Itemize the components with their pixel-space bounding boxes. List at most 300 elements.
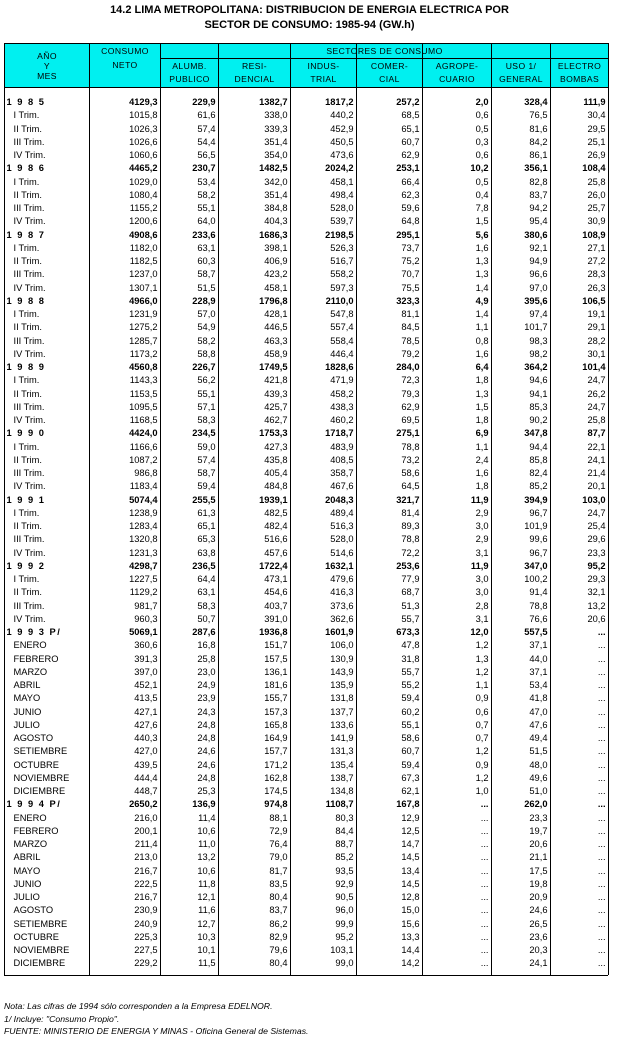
year-row [5, 560, 609, 573]
cell-comercial: 295,1 [396, 229, 420, 240]
row-label: I Trim. [13, 309, 40, 319]
row-spacer [5, 88, 609, 97]
cell-alumb-publico: 25,8 [197, 653, 216, 664]
cell-alumb-publico: 24,8 [197, 733, 216, 743]
cell-industrial: 130,9 [330, 653, 354, 664]
cell-comercial: 60,2 [401, 706, 420, 717]
cell-agropecuario: 3,1 [475, 613, 489, 624]
cell-consumo-neto: 1283,4 [129, 521, 158, 531]
cell-electrobombas: 111,9 [583, 97, 606, 107]
cell-agropecuario: 1,1 [475, 680, 489, 690]
cell-consumo-neto: 1129,2 [129, 587, 158, 598]
cell-comercial: 284,0 [396, 362, 420, 372]
cell-electrobombas: 20,6 [587, 613, 606, 624]
spacer-cell [5, 88, 609, 97]
month-row [5, 745, 609, 758]
cell-residencial: 86,2 [269, 918, 288, 929]
cell-consumo-neto: 2650,2 [129, 799, 158, 810]
cell-industrial: 135,4 [330, 759, 354, 770]
cell-agropecuario: ... [480, 825, 489, 836]
cell-electrobombas: 28,3 [587, 269, 606, 280]
cell-industrial: 514,6 [330, 547, 354, 558]
cell-electrobombas: 29,1 [587, 322, 606, 333]
cell-comercial: 64,8 [401, 216, 420, 227]
quarter-row [5, 547, 609, 560]
cell-electrobombas: 25,4 [587, 521, 606, 531]
cell-agropecuario: ... [480, 812, 489, 823]
table-header [5, 44, 609, 88]
cell-uso-general: 76,5 [529, 110, 548, 121]
cell-consumo-neto: 427,0 [134, 746, 158, 757]
cell-comercial: 55,7 [401, 666, 420, 677]
cell-consumo-neto: 440,3 [134, 733, 158, 743]
row-label: IV Trim. [13, 282, 46, 293]
cell-consumo-neto: 360,6 [134, 640, 158, 651]
cell-alumb-publico: 12,1 [197, 892, 216, 902]
row-label: IV Trim. [13, 348, 46, 359]
cell-residencial: 1796,8 [259, 295, 288, 306]
cell-residencial: 439,3 [264, 388, 288, 399]
cell-uso-general: 19,8 [529, 878, 548, 889]
cell-electrobombas: 24,1 [587, 454, 606, 465]
column-rule [608, 43, 609, 975]
cell-residencial: 351,4 [264, 136, 288, 147]
cell-consumo-neto: 225,3 [134, 931, 158, 942]
cell-residencial: 351,4 [264, 189, 288, 200]
cell-industrial: 516,7 [330, 256, 354, 266]
cell-comercial: 14,5 [401, 852, 420, 863]
cell-uso-general: 96,6 [529, 269, 548, 280]
cell-industrial: 92,9 [335, 878, 354, 889]
header-electrobombas-line2: BOMBAS [559, 74, 600, 85]
column-rule [160, 43, 161, 975]
cell-industrial: 362,6 [330, 613, 354, 624]
cell-comercial: 70,7 [401, 269, 420, 280]
cell-electrobombas: 30,4 [587, 110, 606, 121]
cell-alumb-publico: 11,6 [198, 905, 216, 916]
cell-industrial: 99,0 [335, 958, 354, 969]
cell-agropecuario: 1,8 [475, 375, 489, 386]
column-rule [550, 43, 551, 975]
cell-alumb-publico: 65,3 [197, 534, 216, 545]
cell-alumb-publico: 59,0 [197, 441, 216, 452]
cell-electrobombas: ... [597, 693, 606, 704]
header-uso-general [492, 59, 551, 88]
cell-consumo-neto: 213,0 [134, 852, 158, 863]
cell-industrial: 539,7 [330, 216, 354, 227]
cell-residencial: 1749,5 [259, 362, 288, 372]
cell-uso-general: 347,8 [524, 428, 548, 439]
cell-residencial: 482,5 [264, 507, 288, 518]
cell-consumo-neto: 4424,0 [129, 428, 158, 439]
header-agropecuario [423, 59, 492, 88]
row-label: ABRIL [13, 852, 41, 863]
cell-comercial: 55,1 [401, 719, 420, 730]
cell-agropecuario: 0,5 [475, 176, 489, 187]
quarter-row [5, 533, 609, 546]
cell-comercial: 47,8 [401, 640, 420, 651]
cell-comercial: 673,3 [396, 627, 420, 637]
cell-comercial: 67,3 [401, 772, 420, 783]
cell-agropecuario: 0,9 [475, 693, 489, 704]
cell-electrobombas: ... [597, 733, 606, 743]
quarter-row [5, 401, 609, 414]
cell-consumo-neto: 240,9 [134, 918, 158, 929]
cell-consumo-neto: 413,5 [134, 693, 158, 704]
row-label: II Trim. [13, 587, 42, 598]
cell-agropecuario: 0,7 [475, 719, 489, 730]
cell-industrial: 489,4 [330, 507, 354, 518]
row-label: JULIO [13, 892, 40, 902]
cell-comercial: 68,7 [401, 587, 420, 598]
table-title-line1: 14.2 LIMA METROPOLITANA: DISTRIBUCION DE ENERGIA ELECTRICA POR [110, 4, 509, 16]
cell-consumo-neto: 4560,8 [129, 362, 158, 372]
quarter-row [5, 308, 609, 321]
cell-residencial: 1686,3 [259, 229, 288, 240]
row-label: I Trim. [13, 375, 40, 386]
month-row [5, 679, 609, 692]
cell-comercial: 73,2 [401, 454, 420, 465]
cell-consumo-neto: 1285,7 [129, 335, 158, 346]
header-uso-general-line2: GENERAL [499, 74, 543, 85]
month-row [5, 891, 609, 904]
cell-consumo-neto: 4908,6 [129, 229, 158, 240]
cell-consumo-neto: 444,4 [134, 772, 158, 783]
cell-consumo-neto: 1168,5 [129, 415, 158, 425]
cell-electrobombas: 30,1 [587, 348, 606, 359]
row-label: III Trim. [13, 468, 45, 478]
cell-residencial: 157,3 [264, 706, 288, 717]
cell-electrobombas: 22,1 [587, 441, 606, 452]
cell-alumb-publico: 233,6 [192, 229, 216, 240]
month-row [5, 918, 609, 931]
cell-consumo-neto: 1166,6 [129, 441, 158, 452]
row-label: 1 9 9 0 [6, 428, 46, 439]
cell-alumb-publico: 57,1 [197, 401, 216, 412]
cell-agropecuario: 3,0 [475, 521, 489, 531]
cell-residencial: 458,9 [264, 348, 288, 359]
cell-agropecuario: 1,3 [475, 653, 489, 664]
cell-agropecuario: ... [480, 878, 489, 889]
cell-comercial: 51,3 [401, 600, 420, 611]
cell-residencial: 405,4 [264, 468, 288, 478]
cell-uso-general: 262,0 [524, 799, 548, 810]
cell-industrial: 416,3 [330, 587, 354, 598]
cell-residencial: 339,3 [264, 123, 288, 134]
cell-electrobombas: 101,4 [582, 362, 606, 372]
cell-electrobombas: ... [597, 719, 606, 730]
row-label: I Trim. [13, 110, 40, 121]
cell-residencial: 427,3 [264, 441, 288, 452]
cell-consumo-neto: 1153,5 [129, 388, 158, 399]
quarter-row [5, 176, 609, 189]
cell-electrobombas: 24,7 [587, 401, 606, 412]
cell-uso-general: 356,1 [524, 163, 548, 174]
quarter-row [5, 268, 609, 281]
cell-uso-general: 96,7 [529, 507, 548, 518]
cell-uso-general: 98,3 [529, 335, 548, 346]
cell-consumo-neto: 1155,2 [129, 203, 158, 213]
cell-consumo-neto: 1231,9 [129, 309, 158, 319]
cell-electrobombas: ... [597, 706, 606, 717]
row-label: MARZO [13, 839, 48, 849]
cell-agropecuario: 0,5 [475, 123, 489, 134]
cell-industrial: 450,5 [330, 136, 354, 147]
cell-comercial: 12,9 [401, 812, 420, 823]
note-text: Nota: Las cifras de 1994 sólo corresponden a la Empresa EDELNOR. [4, 1001, 273, 1011]
cell-comercial: 65,1 [401, 123, 420, 134]
cell-alumb-publico: 136,9 [192, 799, 216, 810]
cell-agropecuario: 0,8 [475, 335, 489, 346]
cell-electrobombas: 26,0 [587, 189, 606, 200]
row-label: III Trim. [13, 401, 45, 412]
header-electrobombas-line1: ELECTRO [557, 61, 602, 72]
quarter-row [5, 600, 609, 613]
row-label: DICIEMBRE [13, 786, 66, 796]
cell-residencial: 76,4 [269, 839, 288, 849]
cell-residencial: 425,7 [264, 401, 288, 412]
cell-electrobombas: ... [597, 892, 606, 902]
row-label: III Trim. [13, 335, 45, 346]
quarter-row [5, 149, 609, 162]
cell-residencial: 157,7 [264, 746, 288, 757]
cell-alumb-publico: 59,4 [197, 481, 216, 492]
cell-residencial: 151,7 [264, 640, 288, 651]
cell-consumo-neto: 1275,2 [129, 322, 158, 333]
cell-consumo-neto: 222,5 [134, 878, 158, 889]
cell-residencial: 974,8 [264, 799, 288, 810]
cell-alumb-publico: 229,9 [192, 97, 216, 107]
cell-alumb-publico: 16,8 [197, 640, 216, 651]
cell-uso-general: 24,1 [529, 958, 548, 969]
cell-uso-general: 21,1 [529, 852, 548, 863]
cell-industrial: 526,3 [330, 242, 354, 253]
cell-residencial: 181,6 [264, 680, 288, 690]
cell-uso-general: 51,5 [529, 746, 548, 757]
cell-consumo-neto: 1200,6 [129, 216, 158, 227]
header-year-label: AÑO [37, 50, 57, 61]
cell-electrobombas: ... [597, 839, 606, 849]
cell-comercial: 55,2 [401, 680, 420, 690]
cell-comercial: 78,8 [401, 534, 420, 545]
header-comercial-line1: COMER- [370, 61, 409, 72]
cell-industrial: 473,6 [330, 150, 354, 160]
cell-alumb-publico: 51,5 [197, 282, 216, 293]
cell-electrobombas: 20,1 [587, 481, 606, 492]
cell-electrobombas: 108,9 [582, 229, 606, 240]
cell-industrial: 440,2 [330, 110, 354, 121]
cell-uso-general: 95,4 [529, 216, 548, 227]
cell-alumb-publico: 12,7 [197, 918, 216, 929]
cell-electrobombas: ... [597, 759, 606, 770]
cell-alumb-publico: 58,7 [197, 269, 216, 280]
cell-consumo-neto: 986,8 [134, 468, 158, 478]
cell-alumb-publico: 58,2 [197, 189, 216, 200]
cell-agropecuario: 1,2 [475, 640, 489, 651]
cell-comercial: 12,5 [401, 825, 420, 836]
row-label: II Trim. [13, 521, 42, 531]
cell-residencial: 162,8 [264, 772, 288, 783]
cell-electrobombas: 106,5 [582, 295, 606, 306]
cell-agropecuario: 1,6 [475, 348, 489, 359]
cell-electrobombas: ... [597, 958, 606, 969]
quarter-row [5, 215, 609, 228]
cell-industrial: 528,0 [330, 534, 354, 545]
cell-uso-general: 85,3 [529, 401, 548, 412]
month-row [5, 639, 609, 652]
header-y-label: Y [43, 60, 51, 71]
column-rule [491, 43, 492, 975]
cell-consumo-neto: 439,5 [134, 759, 158, 770]
cell-residencial: 421,8 [264, 375, 288, 386]
cell-uso-general: 20,3 [529, 945, 548, 955]
row-label: IV Trim. [13, 150, 46, 160]
cell-alumb-publico: 11,4 [198, 812, 216, 823]
quarter-row [5, 335, 609, 348]
cell-residencial: 428,1 [264, 309, 288, 319]
cell-electrobombas: 21,4 [587, 468, 606, 478]
cell-consumo-neto: 981,7 [134, 600, 158, 611]
cell-industrial: 558,4 [330, 335, 354, 346]
cell-residencial: 342,0 [264, 176, 288, 187]
cell-residencial: 164,9 [264, 733, 288, 743]
cell-uso-general: 44,0 [529, 653, 548, 664]
cell-alumb-publico: 24,8 [197, 772, 216, 783]
cell-agropecuario: 1,5 [475, 401, 489, 412]
cell-residencial: 1482,5 [259, 163, 288, 174]
cell-uso-general: 81,6 [529, 123, 548, 134]
footnote-incluye: 1/ Incluye: "Consumo Propio". [4, 1013, 120, 1024]
header-alumb-publico-line2: PUBLICO [169, 74, 210, 85]
cell-electrobombas: ... [597, 865, 606, 876]
cell-agropecuario: 3,1 [475, 547, 489, 558]
cell-alumb-publico: 61,3 [197, 507, 216, 518]
cell-electrobombas: 28,2 [587, 335, 606, 346]
header-consumo-neto [90, 44, 161, 88]
cell-consumo-neto: 1087,2 [129, 454, 158, 465]
year-row [5, 361, 609, 374]
cell-comercial: 59,4 [401, 693, 420, 704]
cell-comercial: 75,2 [401, 256, 420, 266]
cell-electrobombas: 29,6 [587, 534, 606, 545]
cell-comercial: 253,6 [396, 560, 420, 571]
cell-consumo-neto: 4129,3 [129, 97, 158, 107]
cell-consumo-neto: 1026,3 [129, 123, 158, 134]
cell-uso-general: 101,7 [524, 322, 548, 333]
cell-electrobombas: 24,7 [587, 375, 606, 386]
cell-consumo-neto: 200,1 [134, 825, 158, 836]
row-label: ABRIL [13, 680, 41, 690]
cell-industrial: 467,6 [330, 481, 354, 492]
cell-electrobombas: 103,0 [582, 494, 606, 505]
cell-consumo-neto: 1320,8 [129, 534, 158, 545]
cell-agropecuario: 1,6 [475, 468, 489, 478]
cell-industrial: 138,7 [330, 772, 354, 783]
cell-electrobombas: 26,3 [587, 282, 606, 293]
cell-agropecuario: 2,9 [475, 534, 489, 545]
column-rule [89, 43, 90, 975]
year-row [5, 494, 609, 507]
cell-electrobombas: ... [597, 666, 606, 677]
table-body [5, 88, 609, 971]
cell-comercial: 253,1 [396, 163, 420, 174]
cell-agropecuario: 0,3 [475, 136, 489, 147]
cell-industrial: 99,9 [335, 918, 354, 929]
cell-consumo-neto: 216,0 [134, 812, 158, 823]
quarter-row [5, 136, 609, 149]
cell-electrobombas: 23,3 [587, 547, 606, 558]
row-label: 1 9 8 7 [6, 229, 46, 240]
month-row [5, 732, 609, 745]
cell-industrial: 85,2 [335, 852, 354, 863]
cell-uso-general: 26,5 [529, 918, 548, 929]
row-label: 1 9 9 1 [6, 494, 46, 505]
cell-electrobombas: 26,9 [587, 150, 606, 160]
cell-residencial: 1936,8 [259, 627, 288, 637]
row-label: II Trim. [13, 256, 42, 266]
cell-uso-general: 51,0 [529, 786, 548, 796]
quarter-row [5, 467, 609, 480]
cell-comercial: 62,1 [401, 786, 420, 796]
cell-comercial: 81,1 [401, 309, 420, 319]
row-label: II Trim. [13, 123, 42, 134]
row-label: OCTUBRE [13, 931, 59, 942]
cell-residencial: 406,9 [264, 256, 288, 266]
cell-alumb-publico: 54,4 [197, 136, 216, 147]
cell-comercial: 14,4 [401, 945, 420, 955]
cell-agropecuario: ... [480, 799, 489, 810]
year-row [5, 162, 609, 175]
cell-electrobombas: 25,8 [587, 415, 606, 425]
row-label: OCTUBRE [13, 759, 59, 770]
cell-consumo-neto: 1060,6 [129, 150, 158, 160]
cell-electrobombas: 27,1 [587, 242, 606, 253]
cell-industrial: 106,0 [330, 640, 354, 651]
quarter-row [5, 520, 609, 533]
cell-industrial: 483,9 [330, 441, 354, 452]
cell-uso-general: 49,6 [529, 772, 548, 783]
cell-uso-general: 86,1 [529, 150, 548, 160]
cell-uso-general: 49,4 [529, 733, 548, 743]
header-agropecuario-line2: CUARIO [439, 74, 475, 85]
cell-uso-general: 100,2 [524, 574, 548, 584]
cell-comercial: 72,3 [401, 375, 420, 386]
header-agropecuario-line1: AGROPE- [435, 61, 479, 72]
year-row [5, 427, 609, 440]
cell-industrial: 1601,9 [325, 627, 354, 637]
row-label: ENERO [13, 812, 47, 823]
cell-residencial: 458,1 [264, 282, 288, 293]
cell-agropecuario: ... [480, 945, 489, 955]
cell-alumb-publico: 234,5 [192, 428, 216, 439]
cell-uso-general: 20,9 [529, 892, 548, 902]
cell-industrial: 460,2 [330, 415, 354, 425]
month-row [5, 666, 609, 679]
cell-alumb-publico: 24,3 [197, 706, 216, 717]
month-row [5, 957, 609, 970]
cell-electrobombas: 108,4 [582, 163, 606, 174]
cell-consumo-neto: 229,2 [134, 958, 158, 969]
cell-industrial: 103,1 [330, 945, 354, 955]
header-consumo-label: CONSUMO [101, 46, 149, 56]
row-label: III Trim. [13, 600, 45, 611]
cell-electrobombas: 25,8 [587, 176, 606, 187]
month-row [5, 772, 609, 785]
cell-alumb-publico: 63,1 [197, 587, 216, 598]
cell-residencial: 484,8 [264, 481, 288, 492]
cell-uso-general: 47,6 [529, 719, 548, 730]
cell-consumo-neto: 216,7 [134, 865, 158, 876]
